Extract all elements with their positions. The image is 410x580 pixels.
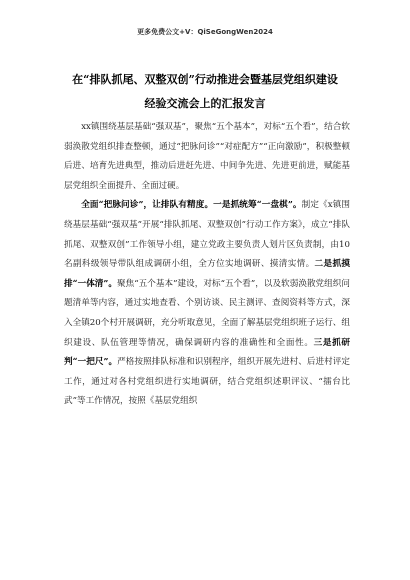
subsection-text-3: 严格按照排队标准和识别程序，组织开展先进村、后进村评定工作，通过对各村党组织进行实地调研，结合党组织述职评议、“擂台比武”等工作情况，按照《基层党组织 [64, 357, 350, 407]
title-line-1: 在“排队抓尾、双整双创”行动推进会暨基层党组织建设 [72, 73, 338, 86]
subheading-2: 二是抓摸排“一体清”。 [64, 259, 350, 289]
subheading-3: 三是抓研判“一把尺”。 [64, 337, 350, 368]
header-note: 更多免费公文+V：QiSeGongWen2024 [137, 28, 273, 36]
document-title [40, 68, 370, 116]
subsection-text-1: 制定《x镇围绕基层基础“强双基”开展“排队抓尾、双整双创”行动工作方案》，成立“排队抓尾、双整双创”工作领导小组，建立党政主要负责人划片区负责制，由10名副科级领导带队组成调研小组，全方位实地调研、摸清实情。 [64, 200, 350, 270]
title-line-2: 经验交流会上的汇报发言 [144, 97, 266, 110]
section-paragraph [64, 196, 350, 412]
section-lead: 全面“把脉问诊”，让排队有精度。 [81, 200, 214, 211]
document-body [64, 118, 350, 412]
subsection-text-2: 聚焦“五个基本”建设，对标“五个看”，以及软弱涣散党组织问题清单等内容，通过实地查看、个别访谈、民主测评、查阅资料等方式，深入全镇20个村开展调研，充分听取意见，全面了解基层党组织班子运行、组织建设、队伍管理等情况，确保调研内容的准确性和全面性。 [64, 278, 350, 348]
intro-paragraph: xx镇围绕基层基础“强双基”，聚焦“五个基本”，对标“五个看”，结合软弱涣散党组织排查整顿，通过“把脉问诊”“对症配方”“正向激励”，积极整顿后进、培育先进典型，推动后进赶先进、中间争先进、先进更前进，赋能基层党组织全面提升、全面过硬。 [64, 122, 350, 191]
subheading-1: 一是抓统筹“一盘棋”。 [213, 200, 302, 211]
